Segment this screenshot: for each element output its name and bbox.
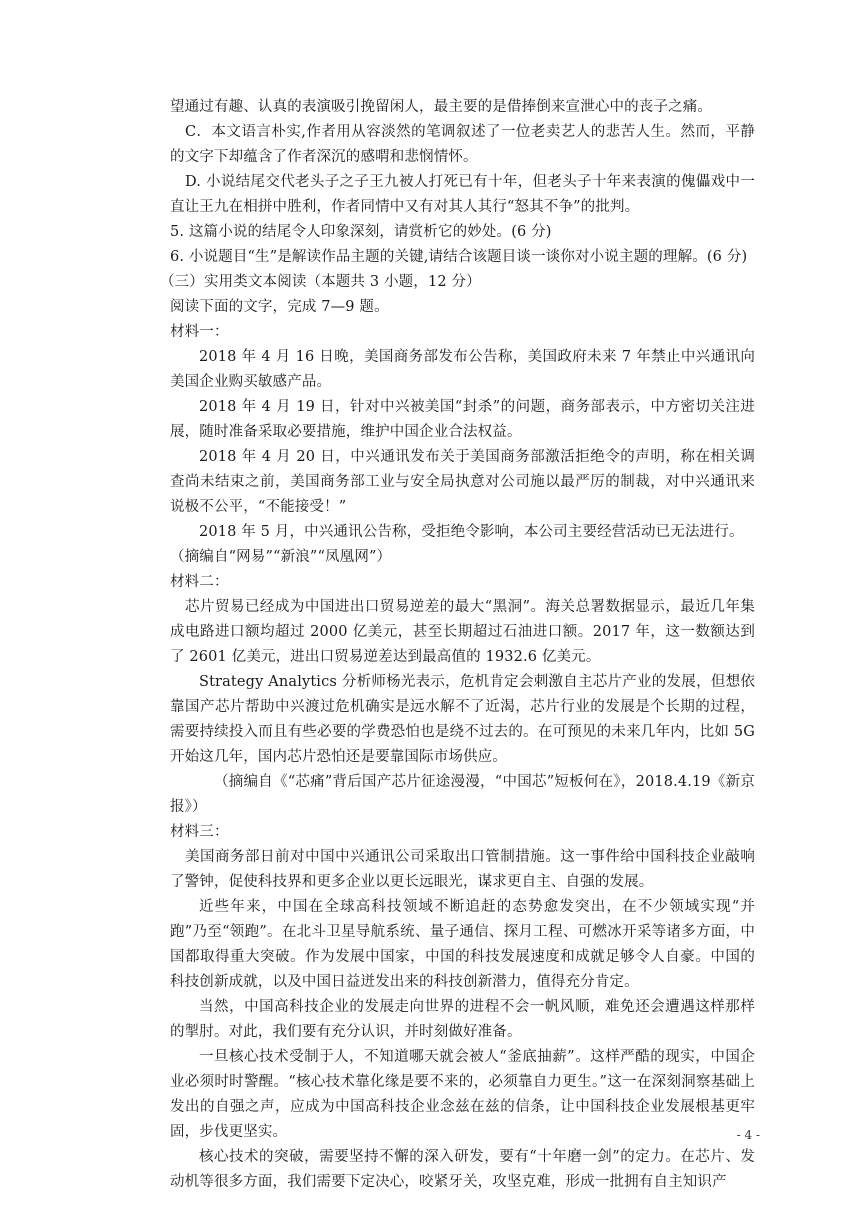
section-heading: （三）实用类文本阅读（本题共 3 小题，12 分）	[160, 274, 481, 290]
material-3-para-4: 一旦核心技术受制于人，不知道哪天就会被人“釜底抽薪”。这样严酷的现实，中国企业必须时时警醒。“核心技术靠化缘是要不来的，必须靠自力更生。”这一在深刻洞察基础上发出的自强之声，应成为中国高科技企业念兹在兹的信条，让中国科技企业发展根基更牢固，步伐更坚实。	[170, 1049, 755, 1140]
option-d: D. 小说结尾交代老头子之子王九被人打死已有十年，但老头子十年来表演的傀儡戏中一直让王九在相拼中胜利，作者同情中又有对其人其行“怒其不争”的批判。	[170, 174, 755, 215]
material-3-para-2: 近些年来，中国在全球高科技领域不断追赶的态势愈发突出，在不少领域实现“并跑”乃至“领跑”。在北斗卫星导航系统、量子通信、探月工程、可燃冰开采等诸多方面，中国都取得重大突破。作为发展中国家，中国的科技发展速度和成就足够令人自豪。中国的科技创新成就，以及中国日益迸发出来的科技创新潜力，值得充分肯定。	[170, 899, 755, 990]
material-2-source: （摘编自《“芯痛”背后国产芯片征途漫漫，“中国芯”短板何在》，2018.4.19《新京报》）	[170, 774, 755, 815]
material-1-label: 材料一：	[170, 324, 229, 340]
option-c: C．本文语言朴实,作者用从容淡然的笔调叙述了一位老卖艺人的悲苦人生。然而，平静的文字下却蕴含了作者深沉的感喟和悲悯情怀。	[170, 124, 755, 165]
material-3-para-1: 美国商务部日前对中国中兴通讯公司采取出口管制措施。这一事件给中国科技企业敲响了警钟，促使科技界和更多企业以更长远眼光，谋求更自主、自强的发展。	[170, 849, 755, 890]
material-2-para-2: Strategy Analytics 分析师杨光表示，危机肯定会刺激自主芯片产业的发展，但想依靠国产芯片帮助中兴渡过危机确实是远水解不了近渴，芯片行业的发展是个长期的过程，需要持续投入而且有些必要的学费恐怕也是绕不过去的。在可预见的未来几年内，比如 5G 开始这几年，国内芯片恐怕还是要靠国际市场供应。	[170, 674, 755, 765]
material-3-label: 材料三：	[170, 824, 229, 840]
material-3-para-3: 当然，中国高科技企业的发展走向世界的进程不会一帆风顺，难免还会遭遇这样那样的掣肘。对此，我们要有充分认识，并时刻做好准备。	[170, 999, 755, 1040]
material-1-para-2: 2018 年 4 月 19 日，针对中兴被美国“封杀”的问题，商务部表示，中方密切关注进展，随时准备采取必要措施，维护中国企业合法权益。	[170, 399, 755, 440]
option-b-continuation: 望通过有趣、认真的表演吸引挽留闲人，最主要的是借捧倒来宣泄心中的丧子之痛。	[170, 99, 713, 115]
material-1-para-4: 2018 年 5 月，中兴通讯公告称，受拒绝令影响，本公司主要经营活动已无法进行。	[199, 524, 744, 540]
question-5: 5. 这篇小说的结尾令人印象深刻，请赏析它的妙处。(6 分)	[170, 224, 552, 240]
page-body	[160, 95, 755, 1195]
material-1-para-1: 2018 年 4 月 16 日晚，美国商务部发布公告称，美国政府未来 7 年禁止中兴通讯向美国企业购买敏感产品。	[170, 349, 755, 390]
material-3-para-5: 核心技术的突破，需要坚持不懈的深入研发，要有“十年磨一剑”的定力。在芯片、发动机等很多方面，我们需要下定决心，咬紧牙关，攻坚克难，形成一批拥有自主知识产	[170, 1149, 755, 1190]
material-2-label: 材料二：	[170, 574, 229, 590]
page-number: - 4 -	[736, 1128, 760, 1142]
question-6: 6. 小说题目“生”是解读作品主题的关键,请结合该题目谈一谈你对小说主题的理解。(6 分)	[170, 249, 748, 265]
reading-instruction: 阅读下面的文字，完成 7—9 题。	[170, 299, 389, 315]
material-1-para-3: 2018 年 4 月 20 日，中兴通讯发布关于美国商务部激活拒绝令的声明，称在相关调查尚未结束之前，美国商务部工业与安全局执意对公司施以最严厉的制裁，对中兴通讯来说极不公平，“不能接受！”	[170, 449, 755, 515]
material-1-source: （摘编自“网易”“新浪”“凤凰网”）	[170, 549, 392, 565]
material-2-para-1: 芯片贸易已经成为中国进出口贸易逆差的最大“黑洞”。海关总署数据显示，最近几年集成电路进口额均超过 2000 亿美元，甚至长期超过石油进口额。2017 年，这一数额达到了 2601 亿美元，进出口贸易逆差达到最高值的 1932.6 亿美元。	[170, 599, 755, 665]
